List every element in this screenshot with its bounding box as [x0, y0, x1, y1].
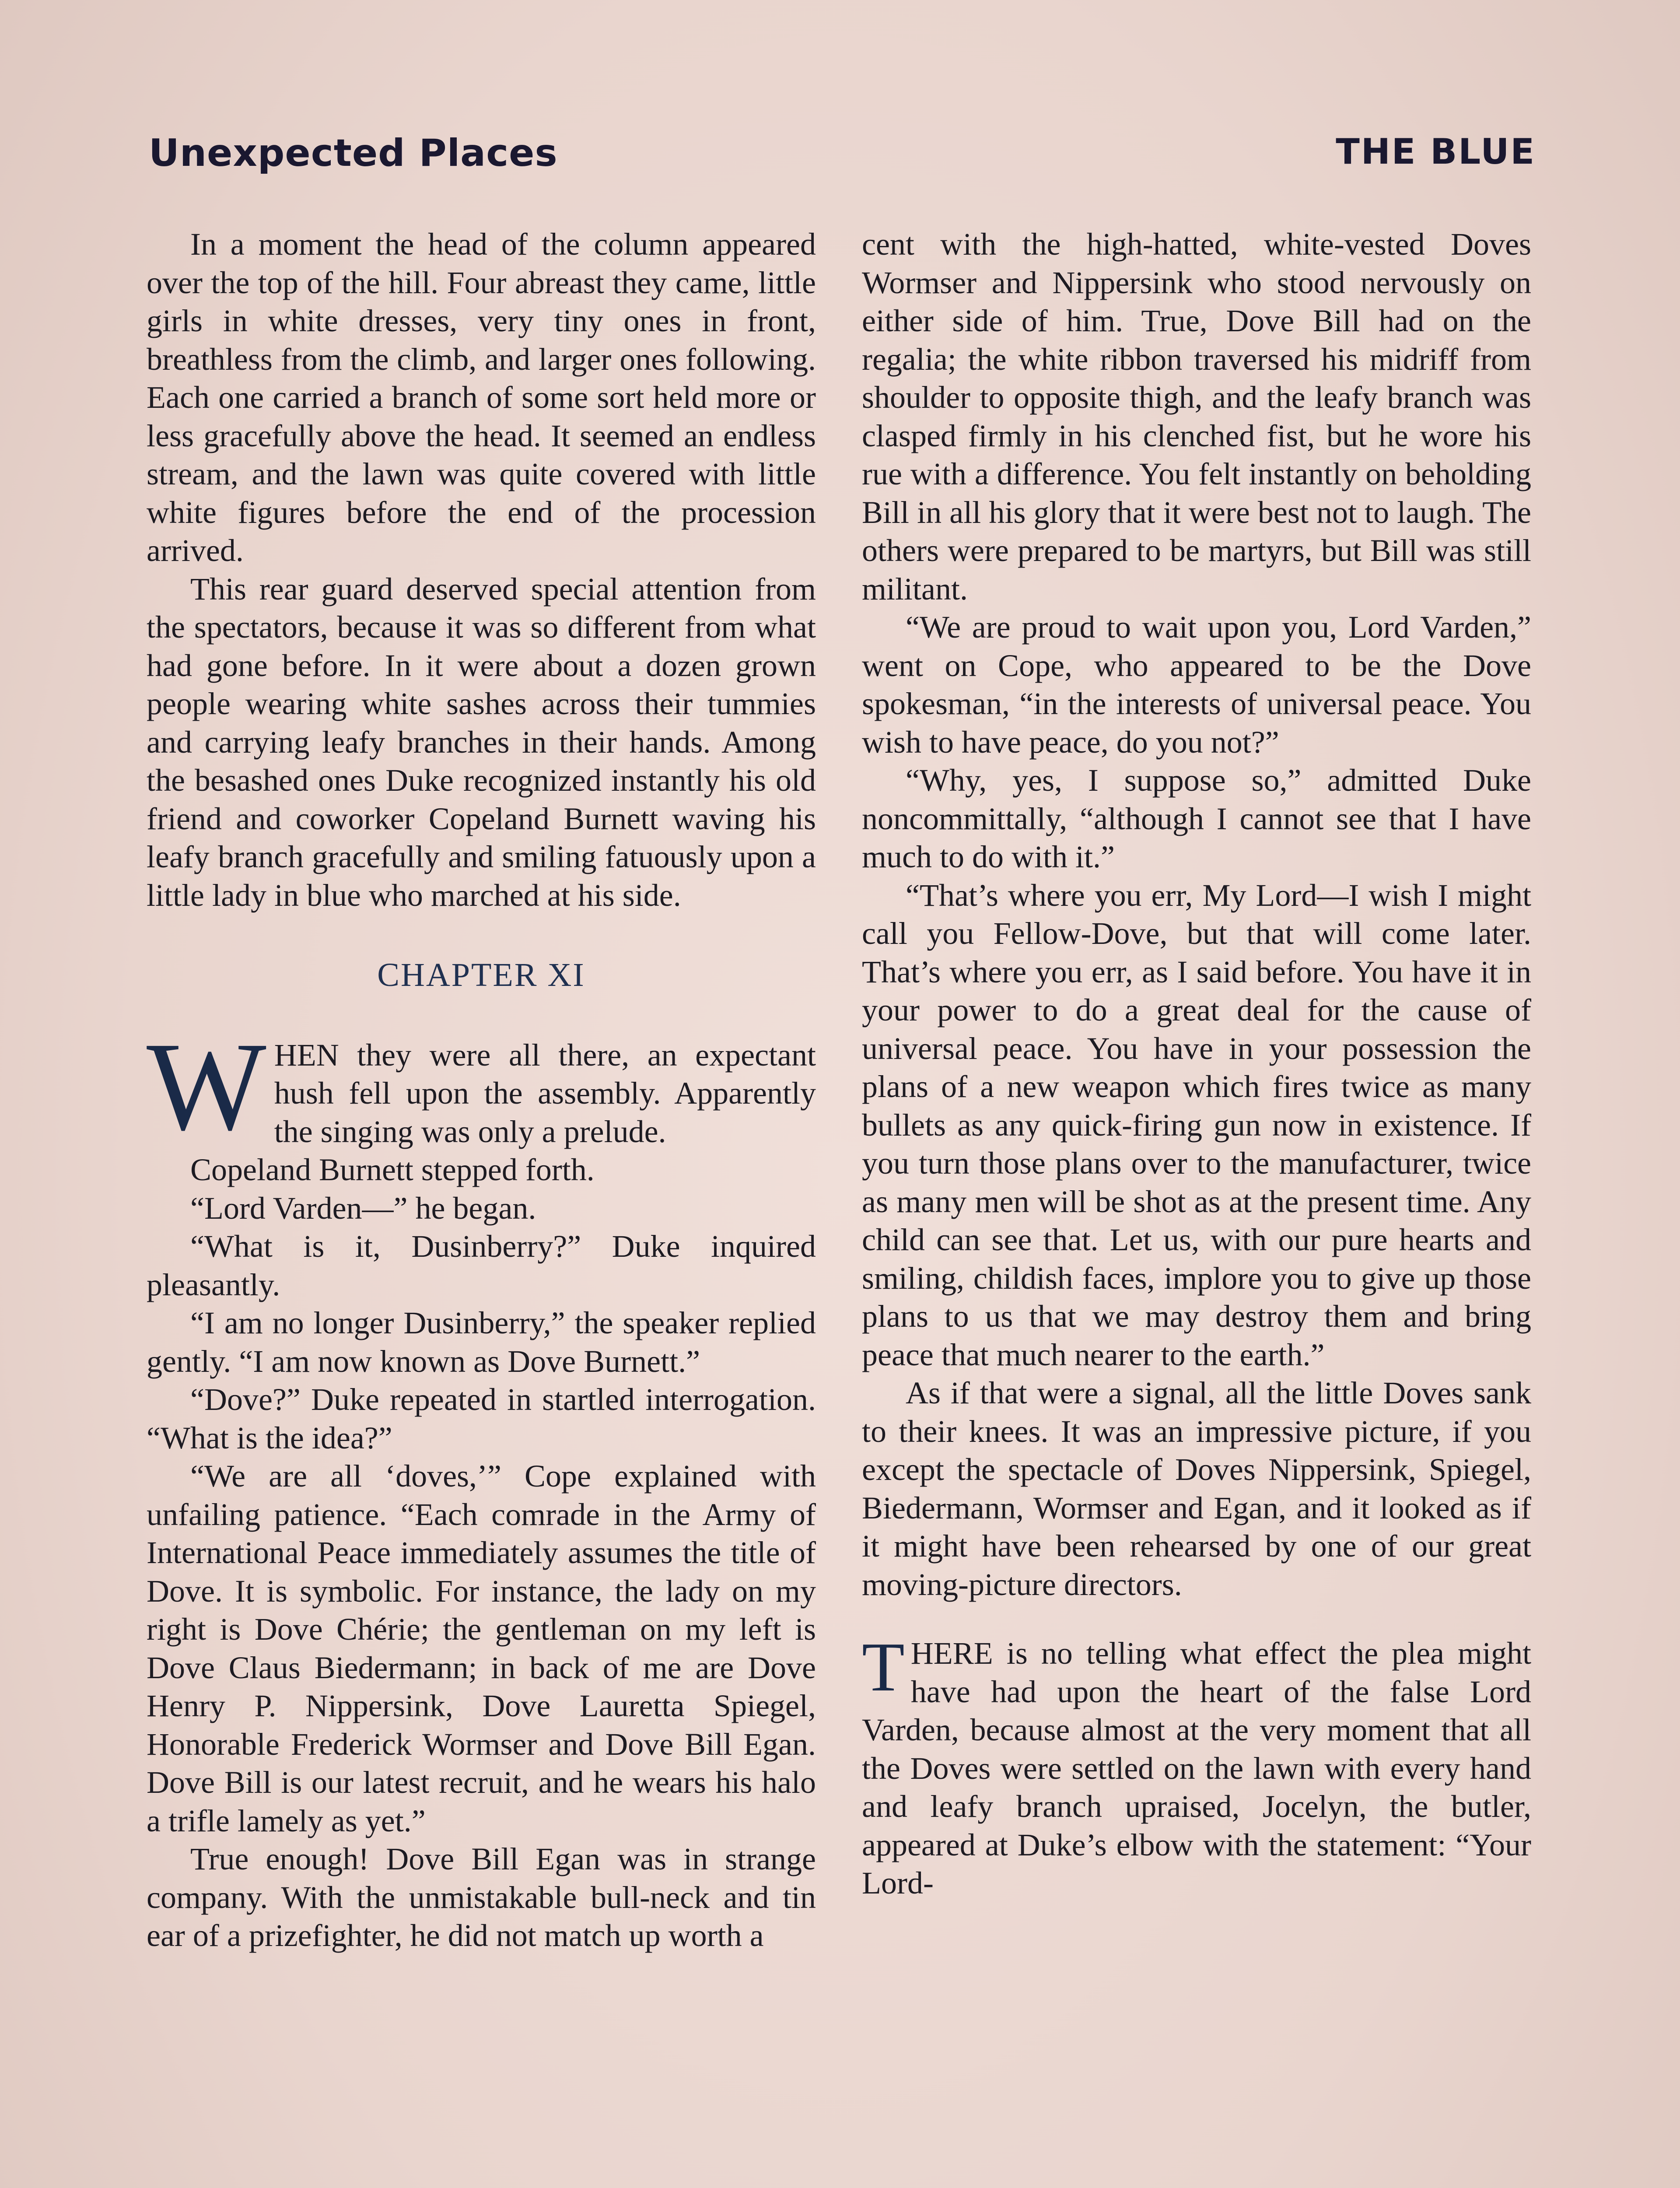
paragraph-text: HEN they were all there, an expectant hush fell upon the assembly. Apparently the singing was only a prelude. — [274, 1037, 816, 1149]
paragraph: cent with the high-hatted, white-vested Doves Wormser and Nippersink who stood nervously on either side of him. True, Dove Bill had on the regalia; the white ribbon traversed his midriff from shoulder to opposite thigh, and the leafy branch was clasped firmly in his clenched fist, but he wore his rue with a difference. You felt instantly on beholding Bill in all his glory that it were best not to laugh. The others were prepared to be martyrs, but Bill was still militant. — [862, 227, 1531, 607]
running-head-left: Unexpected Places — [149, 131, 558, 175]
paragraph: True enough! Dove Bill Egan was in strange company. With the unmistakable bull-neck and tin ear of a prizefighter, he did not match up worth a — [147, 1841, 816, 1953]
left-column — [147, 225, 816, 1955]
paragraph-initial — [862, 1628, 1531, 1903]
paragraph: “What is it, Dusinberry?” Duke inquired pleasantly. — [147, 1229, 816, 1302]
running-head-right: THE BLUE — [1336, 131, 1536, 172]
drop-cap: W — [147, 1016, 266, 1157]
paragraph-dropcap — [147, 1016, 816, 1157]
paragraph: “Lord Varden—” he began. — [190, 1190, 536, 1226]
paragraph: “We are all ‘doves,’” Cope explained with unfailing patience. “Each comrade in the Army of International Peace immediately assumes the title of Dove. It is symbolic. For instance, the lady on my right is Dove Chérie; the gentleman on my left is Dove Claus Biedermann; in back of me are Dove Henry P. Nippersink, Dove Lauretta Spiegel, Honorable Frederick Wormser and Dove Bill Egan. Dove Bill is our latest recruit, and he wears his halo a trifle lamely as yet.” — [147, 1459, 816, 1838]
initial-cap: T — [862, 1628, 905, 1706]
paragraph: “We are proud to wait upon you, Lord Varden,” went on Cope, who appeared to be the Dove spokesman, “in the interests of universal peace. You wish to have peace, do you not?” — [862, 610, 1531, 760]
right-column — [862, 225, 1531, 1903]
paragraph-text: HERE is no telling what effect the plea might have had upon the heart of the false Lord Varden, because almost at the very moment that all the Doves were settled on the lawn with every hand and leafy branch upraised, Jocelyn, the butler, appeared at Duke’s elbow with the statement: “Your Lord- — [862, 1636, 1531, 1900]
paragraph: As if that were a signal, all the little Doves sank to their knees. It was an impressive picture, if you except the spectacle of Doves Nippersink, Spiegel, Biedermann, Wormser and Egan, and it looked as if it might have been rehearsed by one of our great moving-picture directors. — [862, 1375, 1531, 1602]
paragraph: In a moment the head of the column appeared over the top of the hill. Four abreast they came, little girls in white dresses, very tiny ones in front, breathless from the climb, and larger ones following. Each one carried a branch of some sort held more or less gracefully above the head. It seemed an endless stream, and the lawn was quite covered with little white figures before the end of the procession arrived. — [147, 227, 816, 568]
paragraph: “Dove?” Duke repeated in startled interrogation. “What is the idea?” — [147, 1382, 816, 1455]
paragraph: This rear guard deserved special attention from the spectators, because it was so different from what had gone before. In it were about a dozen grown people wearing white sashes across their tummies and carrying leafy branches in their hands. Among the besashed ones Duke recognized instantly his old friend and coworker Copeland Burnett waving his leafy branch gracefully and smiling fatuously upon a little lady in blue who marched at his side. — [147, 571, 816, 913]
chapter-heading: CHAPTER XI — [377, 957, 585, 993]
paragraph: “I am no longer Dusinberry,” the speaker replied gently. “I am now known as Dove Burnett.” — [147, 1305, 816, 1379]
paragraph: Copeland Burnett stepped forth. — [190, 1152, 595, 1187]
paragraph: “Why, yes, I suppose so,” admitted Duke noncommittally, “although I cannot see that I have much to do with it.” — [862, 763, 1531, 874]
paragraph: “That’s where you err, My Lord—I wish I might call you Fellow-Dove, but that will come later. That’s where you err, as I said before. You have it in your power to do a great deal for the cause of universal peace. You have in your possession the plans of a new weapon which fires twice as many bullets as any quick-firing gun now in existence. If you turn those plans over to the manufacturer, twice as many men will be shot as at the present time. Any child can see that. Let us, with our pure hearts and smiling, childish faces, implore you to give up those plans to us that we may destroy them and bring peace that much nearer to the earth.” — [862, 877, 1531, 1372]
